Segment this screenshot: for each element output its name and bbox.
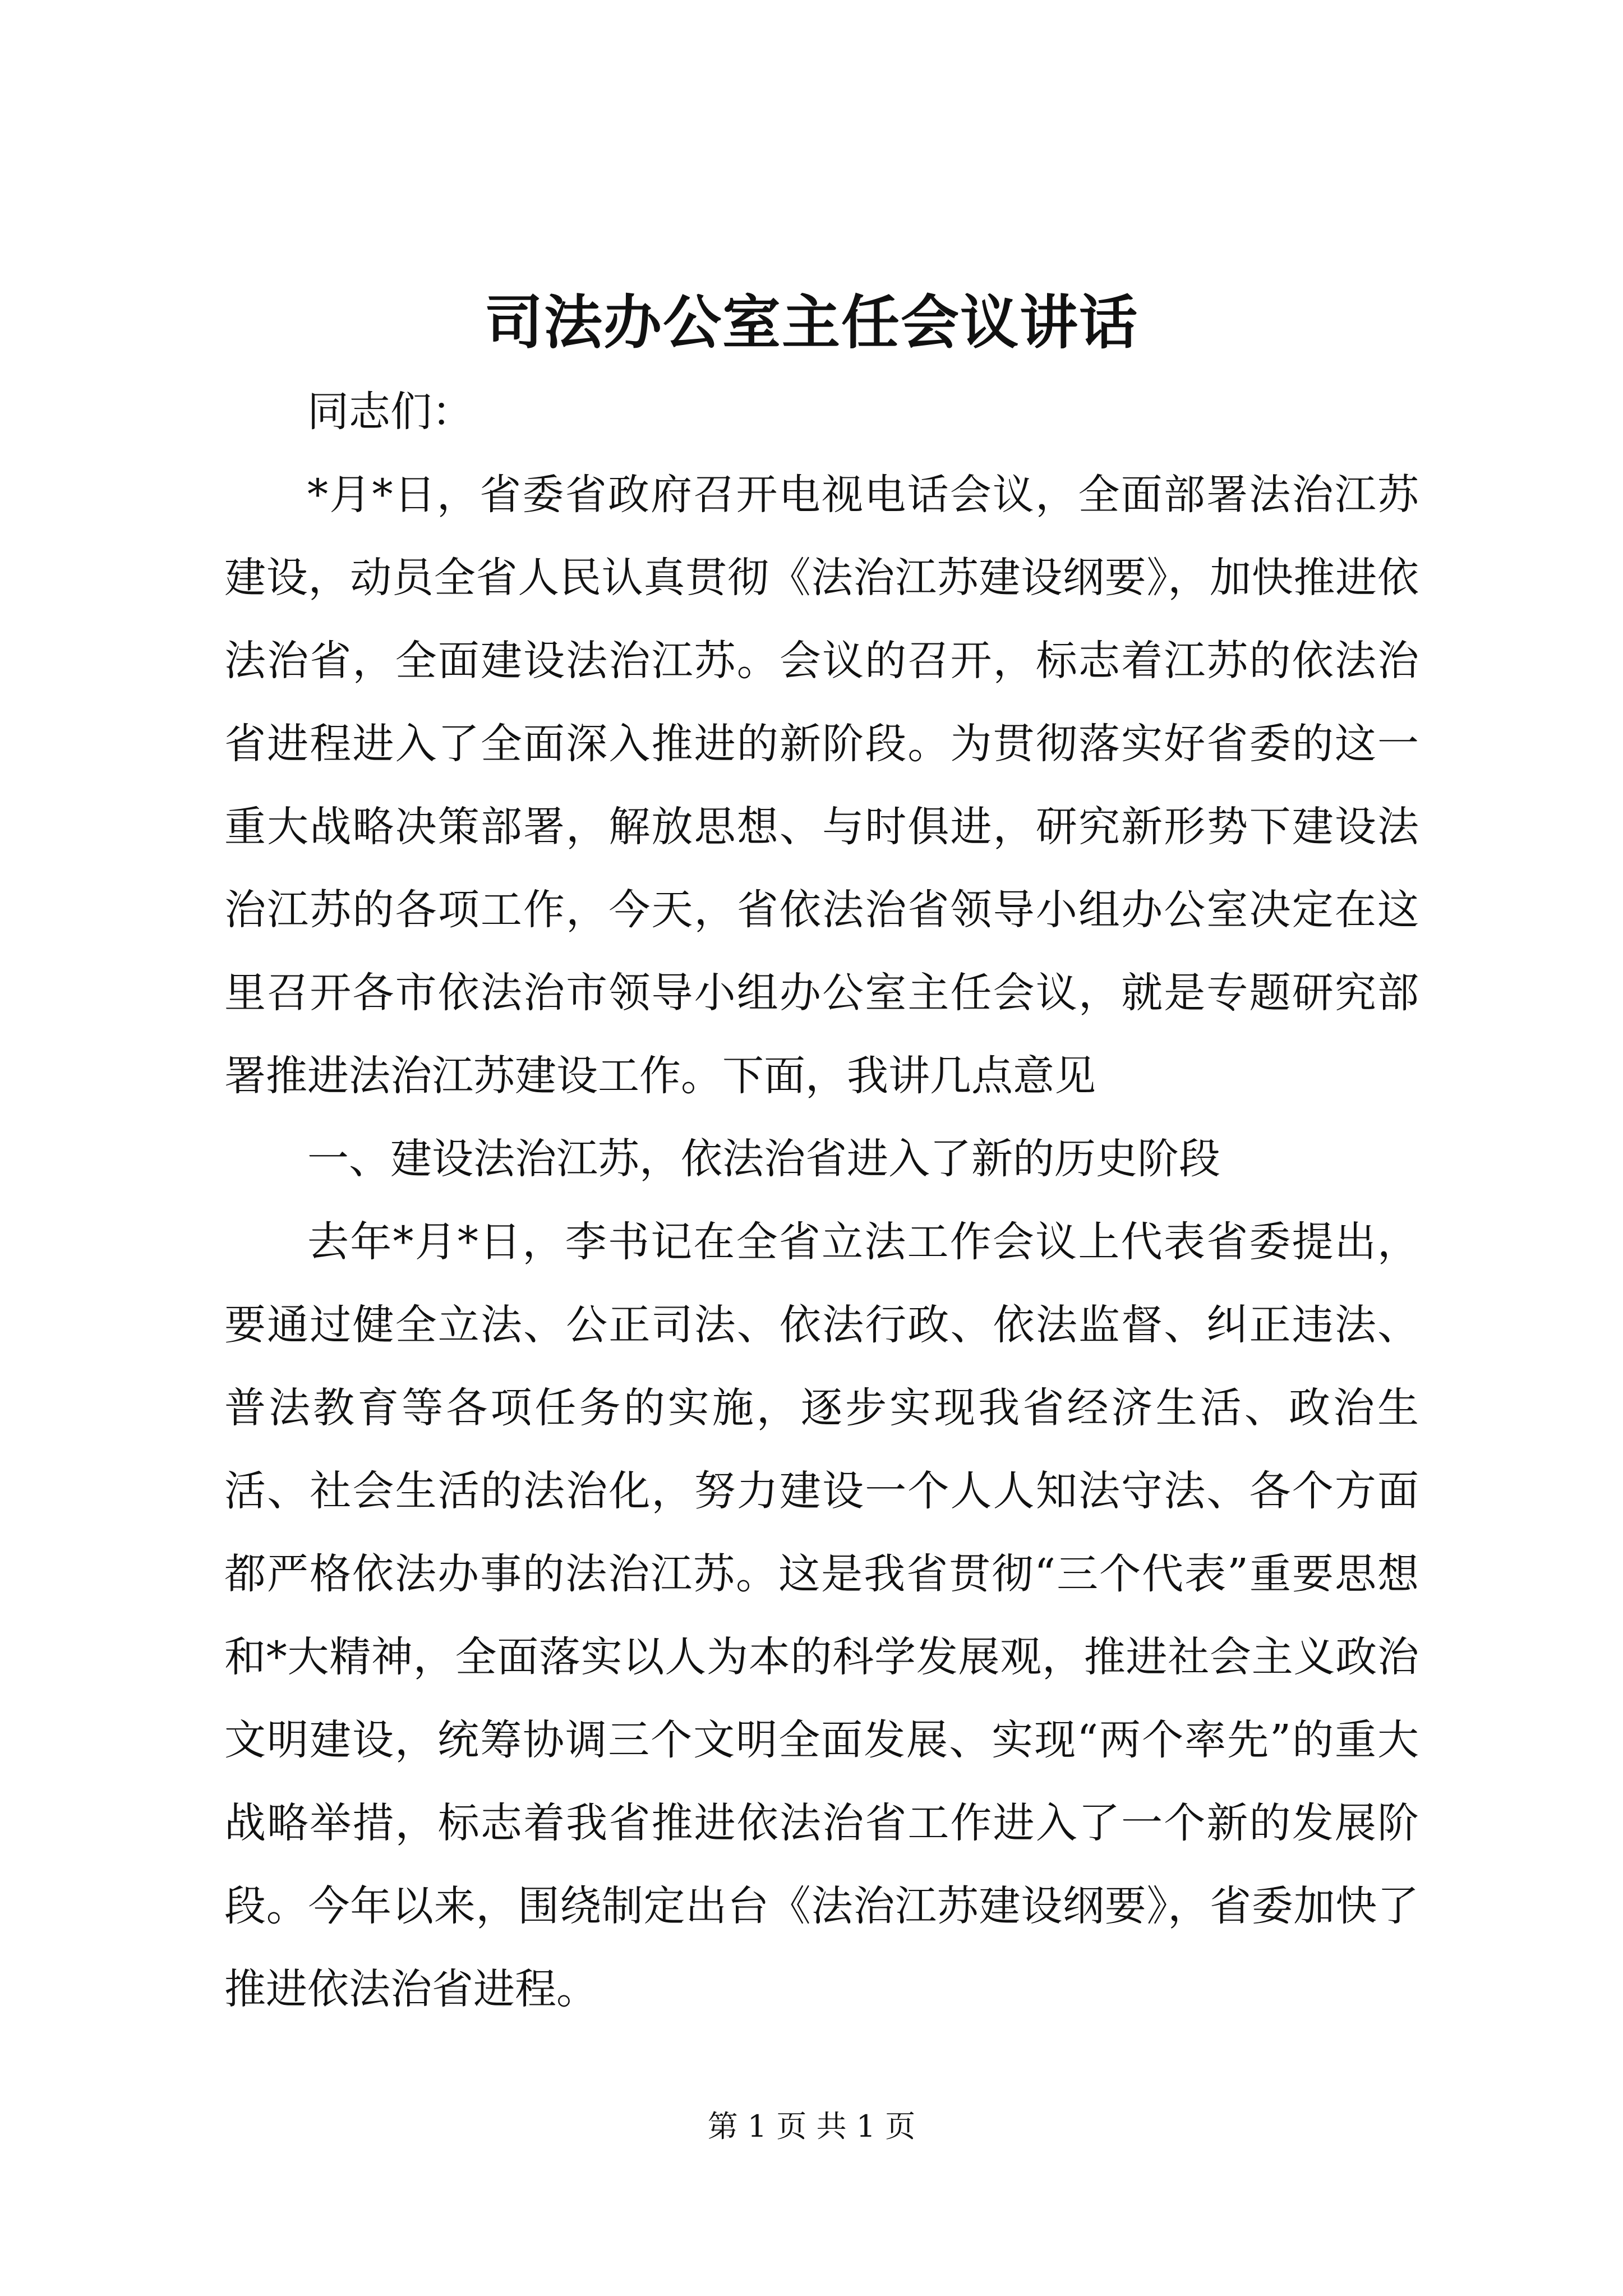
document-body (224, 370, 1419, 2031)
section-heading-1: 一、建设法治江苏，依法治省进入了新的历史阶段 (307, 1135, 1220, 1183)
paragraph-section-1: 去年*月*日，李书记在全省立法工作会议上代表省委提出，要通过健全立法、公正司法、依法行政、依法监督、纠正违法、普法教育等各项任务的实施，逐步实现我省经济生活、政治生活、社会生活的法治化，努力建设一个人人知法守法、各个方面都严格依法办事的法治江苏。这是我省贯彻“三个代表”重要思想和*大精神，全面落实以人为本的科学发展观，推进社会主义政治文明建设，统筹协调三个文明全面发展、实现“两个率先”的重大战略举措，标志着我省推进依法治省工作进入了一个新的发展阶段。今年以来，围绕制定出台《法治江苏建设纲要》，省委加快了推进依法治省进程。 (224, 1218, 1419, 2013)
paragraph-intro: *月*日，省委省政府召开电视电话会议，全面部署法治江苏建设，动员全省人民认真贯彻《法治江苏建设纲要》，加快推进依法治省，全面建设法治江苏。会议的召开，标志着江苏的依法治省进程进入了全面深入推进的新阶段。为贯彻落实好省委的这一重大战略决策部署，解放思想、与时俱进，研究新形势下建设法治江苏的各项工作，今天，省依法治省领导小组办公室决定在这里召开各市依法治市领导小组办公室主任会议，就是专题研究部署推进法治江苏建设工作。下面，我讲几点意见 (224, 471, 1419, 1100)
page-footer: 第 1 页 共 1 页 (707, 2109, 916, 2144)
document-title: 司法办公室主任会议讲话 (484, 288, 1138, 357)
paragraph-salutation: 同志们： (307, 388, 473, 436)
